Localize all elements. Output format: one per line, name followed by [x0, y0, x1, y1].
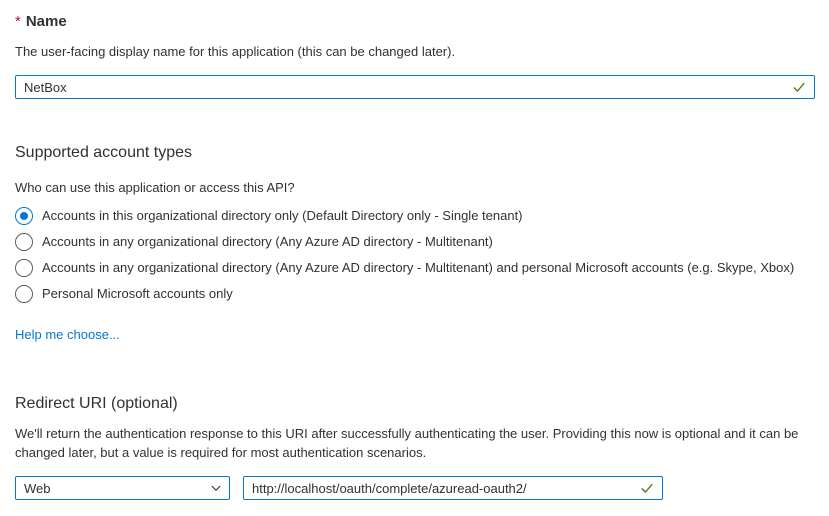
platform-select[interactable] — [15, 476, 230, 500]
radio-option-label: Personal Microsoft accounts only — [42, 286, 233, 301]
radio-option-label: Accounts in any organizational directory (Any Azure AD directory - Multitenant) and personal Microsoft accounts (e.g. Skype, Xbox) — [42, 260, 795, 275]
radio-option-label: Accounts in this organizational directory only (Default Directory only - Single tenant) — [42, 208, 523, 223]
radio-option-label: Accounts in any organizational directory (Any Azure AD directory - Multitenant) — [42, 234, 493, 249]
radio-option-personal-only[interactable] — [15, 281, 815, 307]
name-input[interactable] — [16, 76, 792, 98]
redirect-uri-input-wrapper — [243, 476, 663, 500]
account-types-title: Supported account types — [15, 144, 193, 161]
radio-option-single-tenant[interactable] — [15, 203, 815, 229]
check-icon — [640, 481, 654, 495]
radio-button-icon — [15, 259, 33, 277]
radio-button-icon — [15, 207, 33, 225]
radio-button-icon — [15, 285, 33, 303]
required-asterisk: * — [15, 13, 21, 30]
name-section — [15, 12, 815, 99]
redirect-uri-controls — [15, 476, 815, 500]
radio-option-multitenant[interactable] — [15, 229, 815, 255]
account-types-section — [15, 142, 815, 344]
chevron-down-icon — [210, 482, 222, 494]
check-icon — [792, 80, 806, 94]
radio-button-icon — [15, 233, 33, 251]
account-types-question: Who can use this application or access this API? — [15, 180, 295, 195]
name-description: The user-facing display name for this application (this can be changed later). — [15, 44, 456, 59]
radio-option-multitenant-personal[interactable] — [15, 255, 815, 281]
account-types-radio-group — [15, 203, 815, 307]
platform-select-value: Web — [24, 480, 51, 496]
redirect-uri-description: We'll return the authentication response to this URI after successfully authenticating the user. Providing this now is optional and it can be changed later, but a value is required for most authentication scenarios. — [15, 426, 799, 460]
name-label-text: Name — [25, 13, 67, 30]
name-field-label — [15, 12, 815, 32]
redirect-uri-input[interactable] — [244, 477, 640, 499]
redirect-uri-section — [15, 393, 815, 500]
name-input-wrapper — [15, 75, 815, 99]
help-me-choose-link[interactable]: Help me choose... — [15, 327, 120, 342]
redirect-uri-title: Redirect URI (optional) — [15, 395, 178, 412]
